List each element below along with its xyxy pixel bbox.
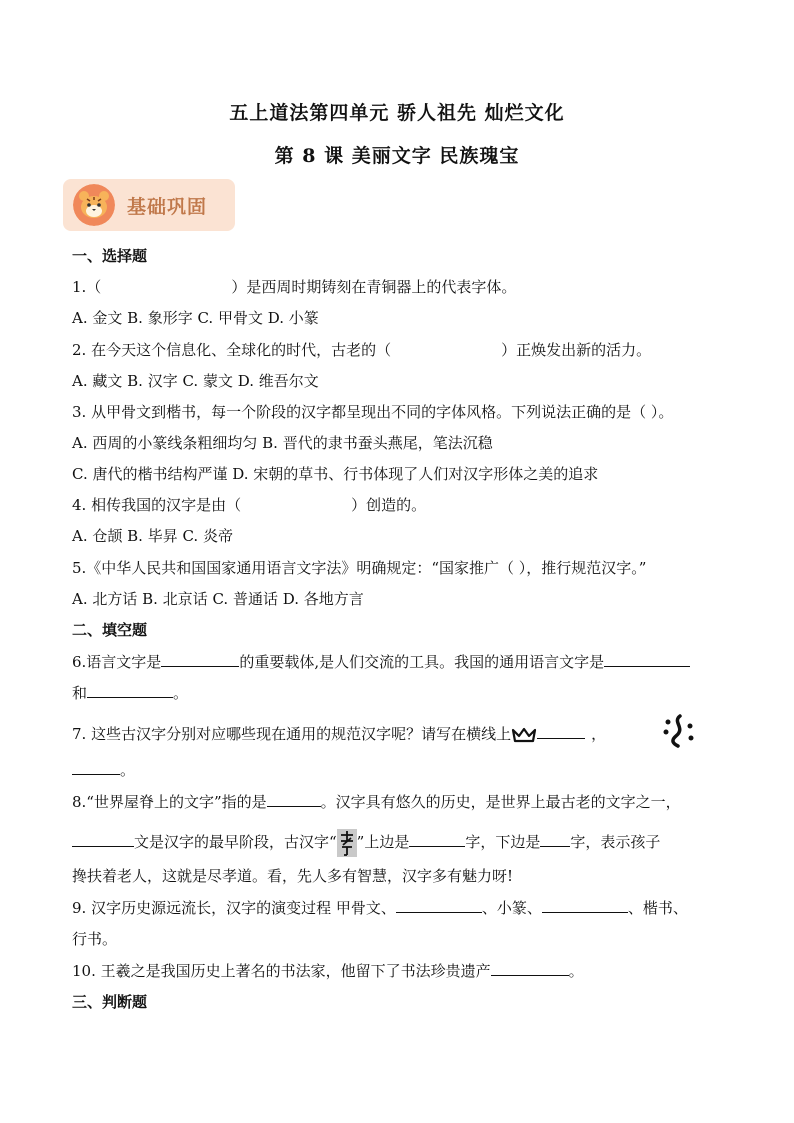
q9-text-2: 、小篆、 bbox=[481, 899, 542, 917]
question-5: 5.《中华人民共和国国家通用语言文字法》明确规定：“国家推广（ ），推行规范汉字。” bbox=[72, 559, 647, 577]
q7-end: 。 bbox=[120, 761, 136, 779]
question-7-line1 bbox=[72, 722, 698, 748]
q6-text-1: 6.语言文字是 bbox=[72, 653, 162, 671]
q1-text-post: ）是西周时期铸刻在青铜器上的代表字体。 bbox=[231, 278, 517, 296]
section-heading-fill: 二、填空题 bbox=[72, 621, 148, 639]
ancient-glyph-crown-icon bbox=[511, 726, 537, 744]
q8-text-5: 字，下边是 bbox=[465, 833, 541, 851]
question-8-line2 bbox=[72, 829, 660, 857]
q6-text-4: 。 bbox=[173, 684, 189, 702]
question-6-line2 bbox=[72, 683, 188, 703]
q8-text-2: 。汉字具有悠久的历史，是世界上最古老的文字之一， bbox=[320, 793, 681, 811]
q6-blank-3[interactable] bbox=[87, 683, 173, 698]
question-6-line1 bbox=[72, 652, 690, 672]
section-heading-choice: 一、选择题 bbox=[72, 247, 148, 265]
tiger-face-icon bbox=[73, 184, 115, 226]
page-title: 五上道法第四单元 骄人祖先 灿烂文化 bbox=[229, 102, 565, 124]
q1-options: A. 金文 B. 象形字 C. 甲骨文 D. 小篆 bbox=[72, 309, 319, 327]
q4-text-post: ）创造的。 bbox=[351, 496, 427, 514]
badge-label: 基础巩固 bbox=[127, 196, 208, 218]
question-9-line1 bbox=[72, 898, 688, 918]
q6-text-2: 的重要载体,是人们交流的工具。我国的通用语言文字是 bbox=[239, 653, 605, 671]
question-9-line2: 行书。 bbox=[72, 930, 118, 948]
q6-blank-1[interactable] bbox=[161, 652, 239, 667]
q8-text-3: 文是汉字的最早阶段，古汉字“ bbox=[134, 833, 337, 851]
q10-blank[interactable] bbox=[491, 961, 569, 976]
q7-blank-1[interactable] bbox=[537, 724, 585, 739]
ancient-glyph-xiao-icon bbox=[337, 829, 357, 857]
q3-options-cd: C. 唐代的楷书结构严谨 D. 宋朝的草书、行书体现了人们对汉字形体之美的追求 bbox=[72, 465, 599, 483]
question-7-line2 bbox=[72, 760, 135, 780]
lesson-title: 第 8 课 美丽文字 民族瑰宝 bbox=[274, 145, 520, 167]
q8-blank-4[interactable] bbox=[540, 832, 570, 847]
q9-text-1: 9. 汉字历史源远流长，汉字的演变过程 甲骨文、 bbox=[72, 899, 396, 917]
section-heading-judge: 三、判断题 bbox=[72, 993, 148, 1011]
q8-text-1: 8.“世界屋脊上的文字”指的是 bbox=[72, 793, 267, 811]
q10-text-2: 。 bbox=[568, 962, 584, 980]
q8-blank-2[interactable] bbox=[72, 832, 134, 847]
ancient-glyph-water-icon bbox=[658, 714, 698, 748]
q4-text-pre: 4. 相传我国的汉字是由（ bbox=[72, 496, 242, 514]
q7-blank-2[interactable] bbox=[72, 760, 120, 775]
q3-options-ab: A. 西周的小篆线条粗细均匀 B. 晋代的隶书蚕头燕尾，笔法沉稳 bbox=[72, 434, 493, 452]
q2-text-post: ）正焕发出新的活力。 bbox=[501, 341, 652, 359]
q6-blank-2[interactable] bbox=[604, 652, 690, 667]
section-badge bbox=[63, 179, 235, 231]
question-1 bbox=[72, 277, 516, 297]
question-8-line3: 搀扶着老人，这就是尽孝道。看，先人多有智慧，汉字多有魅力呀! bbox=[72, 867, 514, 885]
q10-text-1: 10. 王羲之是我国历史上著名的书法家，他留下了书法珍贵遗产 bbox=[72, 962, 491, 980]
q1-text-pre: 1.（ bbox=[72, 278, 102, 296]
q8-text-4: ”上边是 bbox=[356, 833, 410, 851]
q4-options: A. 仓颉 B. 毕昇 C. 炎帝 bbox=[72, 527, 233, 545]
q2-options: A. 藏文 B. 汉字 C. 蒙文 D. 维吾尔文 bbox=[72, 372, 319, 390]
q9-blank-2[interactable] bbox=[542, 898, 628, 913]
q7-separator: ， bbox=[591, 725, 607, 743]
q7-text: 7. 这些古汉字分别对应哪些现在通用的规范汉字呢？请写在横线上 bbox=[72, 725, 512, 743]
q9-text-3: 、楷书、 bbox=[627, 899, 688, 917]
question-3: 3. 从甲骨文到楷书，每一个阶段的汉字都呈现出不同的字体风格。下列说法正确的是（ ）。 bbox=[72, 403, 674, 421]
q2-text-pre: 2. 在今天这个信息化、全球化的时代，古老的（ bbox=[72, 341, 392, 359]
question-10 bbox=[72, 961, 584, 981]
q8-blank-3[interactable] bbox=[409, 832, 465, 847]
q8-text-6: 字，表示孩子 bbox=[570, 833, 661, 851]
q6-text-3: 和 bbox=[72, 684, 88, 702]
question-2 bbox=[72, 340, 651, 360]
q8-blank-1[interactable] bbox=[267, 792, 321, 807]
question-4 bbox=[72, 495, 426, 515]
q9-blank-1[interactable] bbox=[396, 898, 482, 913]
question-8-line1 bbox=[72, 792, 681, 812]
q5-options: A. 北方话 B. 北京话 C. 普通话 D. 各地方言 bbox=[72, 590, 364, 608]
